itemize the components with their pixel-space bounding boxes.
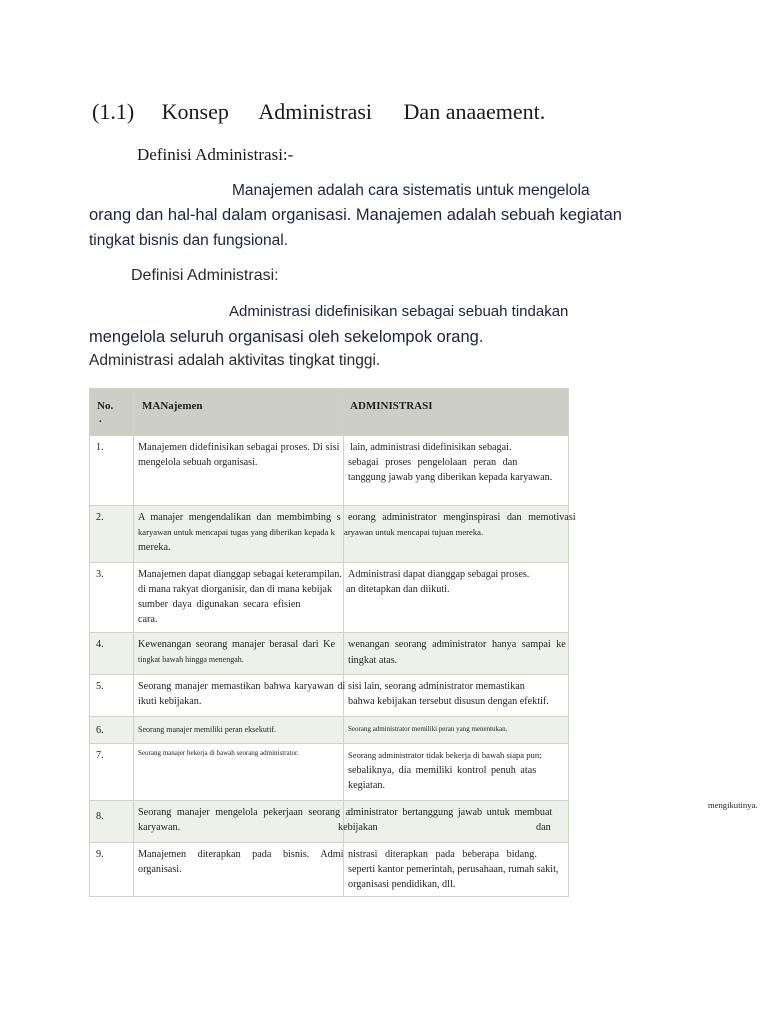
row-number: 4. <box>96 639 104 650</box>
manajemen-text: karyawan untuk mencapai tugas yang diberikan kepada k <box>138 527 335 537</box>
manajemen-text: A manajer mengendalikan dan membimbing s <box>138 512 341 523</box>
administrasi-text: dministrator bertanggung jawab untuk membuat <box>348 807 553 818</box>
manajemen-text: di mana rakyat diorganisir, dan di mana kebijak <box>138 584 333 595</box>
administrasi-text: sebagai proses pengelolaan peran dan <box>348 457 518 468</box>
administrasi-text: tingkat atas. <box>348 655 398 666</box>
row-number: 1. <box>96 442 104 453</box>
heading-word-1: Konsep <box>161 99 229 124</box>
administrasi-text: an ditetapkan dan diikuti. <box>346 584 450 595</box>
manajemen-text: Manajemen dapat dianggap sebagai keterampilan. <box>138 569 342 580</box>
table-row <box>89 563 569 633</box>
manajemen-text: Seorang manajer memiliki peran eksekutif. <box>138 725 276 734</box>
manajemen-text: tingkat bawah hingga menengah. <box>138 655 244 664</box>
manajemen-text: mereka. <box>138 542 171 553</box>
para1-line3: tingkat bisnis dan fungsional. <box>89 232 289 249</box>
administrasi-text: Administrasi dapat dianggap sebagai proses. <box>348 569 530 580</box>
administrasi-text: organisasi pendidikan, dll. <box>348 879 456 890</box>
header-administrasi: ADMINISTRASI <box>350 400 433 412</box>
table-header-row <box>89 389 569 436</box>
section-heading <box>92 99 545 125</box>
para1-line1: Manajemen adalah cara sistematis untuk mengelola <box>232 182 590 199</box>
manajemen-text: ikuti kebijakan. <box>138 696 202 707</box>
heading-number: (1.1) <box>92 99 135 124</box>
administrasi-text: sisi lain, seorang administrator memastikan <box>348 681 525 692</box>
administrasi-text: wenangan seorang administrator hanya sampai ke <box>348 639 566 650</box>
administrasi-text: dan <box>536 822 551 833</box>
administrasi-overflow-text: mengikutinya. <box>708 800 758 810</box>
table-row <box>89 506 576 563</box>
subheading-definisi-2: Definisi Administrasi: <box>131 267 279 284</box>
header-no-dot: . <box>99 413 102 425</box>
manajemen-text: karyawan. <box>138 822 181 833</box>
table-row <box>89 717 569 744</box>
manajemen-text: mengelola sebuah organisasi. <box>138 457 258 468</box>
row-number: 3. <box>96 569 104 580</box>
table-row <box>89 436 569 506</box>
row-number: 9. <box>96 849 104 860</box>
para2-line2: mengelola seluruh organisasi oleh sekelompok orang. <box>89 328 484 346</box>
row-number: 5. <box>96 681 104 692</box>
administrasi-text: seperti kantor pemerintah, perusahaan, rumah sakit, <box>348 864 559 875</box>
table-row <box>89 744 569 801</box>
administrasi-text: aryawan untuk mencapai tujuan mereka. <box>344 527 484 537</box>
subheading-definisi: Definisi Administrasi:- <box>137 145 294 164</box>
table-row <box>89 675 569 717</box>
administrasi-text: lain, administrasi didefinisikan sebagai. <box>350 442 512 453</box>
row-number: 7. <box>96 750 104 761</box>
manajemen-text: Seorang manajer mengelola pekerjaan seorang a <box>138 807 351 818</box>
row-number: 2. <box>96 512 104 523</box>
heading-word-3: Dan anaaement. <box>403 99 546 124</box>
administrasi-text: Seorang administrator tidak bekerja di bawah siapa pun; <box>348 750 542 760</box>
table-row <box>89 801 569 843</box>
header-no: No. <box>97 400 114 412</box>
administrasi-text: kegiatan. <box>348 780 386 791</box>
administrasi-text: tanggung jawab yang diberikan kepada karyawan. <box>348 472 553 483</box>
manajemen-text: Manajemen diterapkan pada bisnis. Admi <box>138 849 344 860</box>
manajemen-text: Seorang manajer memastikan bahwa karyawan di <box>138 681 346 692</box>
header-manajemen: MANajemen <box>142 400 203 412</box>
administrasi-text: eorang administrator menginspirasi dan memotivasi <box>348 512 576 523</box>
administrasi-text: bahwa kebijakan tersebut disusun dengan efektif. <box>348 696 549 707</box>
administrasi-text: Seorang administrator memiliki peran yang menentukan. <box>348 725 508 733</box>
manajemen-text: Seorang manajer bekerja di bawah seorang administrator. <box>138 749 299 757</box>
para2-line3: Administrasi adalah aktivitas tingkat tinggi. <box>89 352 381 369</box>
row-number: 6. <box>96 725 104 736</box>
administrasi-text: kebijakan <box>338 822 378 833</box>
manajemen-text: Kewenangan seorang manajer berasal dari Ke <box>138 639 335 650</box>
table-row <box>89 843 569 897</box>
manajemen-text: Manajemen didefinisikan sebagai proses. Di sisi <box>138 442 340 453</box>
manajemen-text: cara. <box>138 614 158 625</box>
heading-word-2: Administrasi <box>258 99 373 124</box>
manajemen-text: organisasi. <box>138 864 182 875</box>
para1-line2: orang dan hal-hal dalam organisasi. Manajemen adalah sebuah kegiatan <box>89 206 622 224</box>
comparison-table <box>89 388 576 897</box>
para2-line1: Administrasi didefinisikan sebagai sebuah tindakan <box>229 303 569 320</box>
table-row <box>89 633 569 675</box>
administrasi-text: sebaliknya, dia memiliki kontrol penuh atas <box>348 765 537 776</box>
administrasi-text: nistrasi diterapkan pada beberapa bidang. <box>348 849 537 860</box>
manajemen-text: sumber daya digunakan secara efisien <box>138 599 301 610</box>
row-number: 8. <box>96 811 104 822</box>
